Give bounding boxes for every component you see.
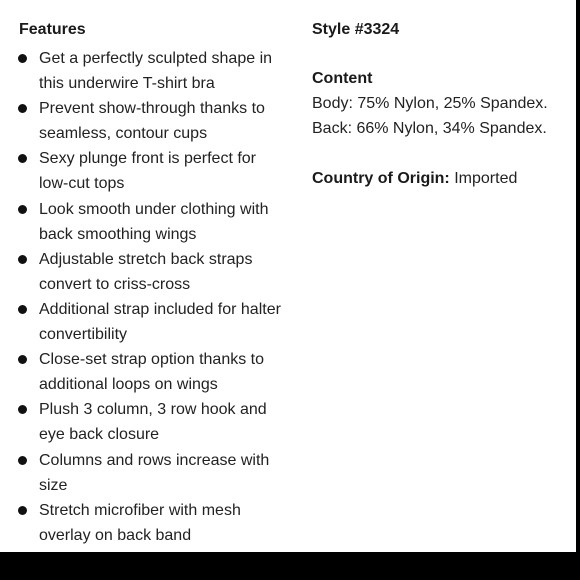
origin-value: Imported	[454, 170, 518, 187]
bullet-icon	[18, 355, 27, 364]
feature-item	[0, 448, 289, 498]
bullet-icon	[18, 456, 27, 465]
feature-item	[0, 146, 289, 196]
feature-item	[0, 247, 289, 297]
bullet-icon	[18, 405, 27, 414]
feature-item	[0, 46, 289, 96]
bullet-icon	[18, 104, 27, 113]
content-heading: Content	[312, 70, 373, 87]
country-of-origin	[312, 166, 572, 191]
feature-text: Prevent show-through thanks to seamless, contour cups	[39, 100, 265, 143]
feature-text: Plush 3 column, 3 row hook and eye back closure	[39, 401, 267, 444]
bullet-icon	[18, 154, 27, 163]
feature-item	[0, 347, 289, 397]
features-heading: Features	[19, 21, 86, 38]
origin-label: Country of Origin:	[312, 170, 450, 187]
details-column	[312, 66, 572, 191]
feature-item	[0, 96, 289, 146]
feature-item	[0, 197, 289, 247]
style-number: Style #3324	[312, 21, 400, 38]
bullet-icon	[18, 205, 27, 214]
feature-item	[0, 297, 289, 347]
feature-text: Look smooth under clothing with back smoothing wings	[39, 200, 269, 243]
feature-text: Sexy plunge front is perfect for low-cut tops	[39, 150, 256, 193]
bullet-icon	[18, 305, 27, 314]
feature-text: Adjustable stretch back straps convert to criss-cross	[39, 250, 253, 293]
body-content: Body: 75% Nylon, 25% Spandex.	[312, 95, 548, 112]
back-content: Back: 66% Nylon, 34% Spandex.	[312, 120, 547, 137]
bullet-icon	[18, 255, 27, 264]
feature-text: Close-set strap option thanks to additional loops on wings	[39, 351, 265, 394]
features-list	[0, 46, 289, 548]
bullet-icon	[18, 54, 27, 63]
feature-text: Columns and rows increase with size	[39, 451, 270, 494]
feature-text: Additional strap included for halter convertibility	[39, 300, 281, 344]
feature-item	[0, 397, 289, 447]
feature-item	[0, 498, 289, 548]
feature-text: Stretch microfiber with mesh overlay on back band	[39, 501, 241, 544]
feature-text: Get a perfectly sculpted shape in this underwire T-shirt bra	[39, 50, 273, 93]
bullet-icon	[18, 506, 27, 515]
